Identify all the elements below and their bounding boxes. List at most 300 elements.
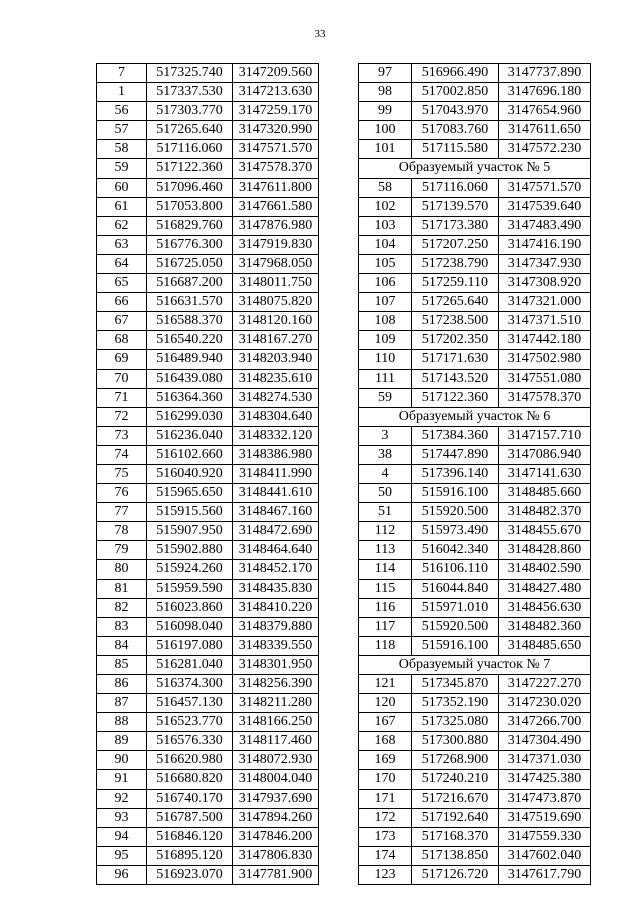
table-row <box>359 197 591 216</box>
table-row <box>359 254 591 273</box>
y-coordinate-cell: 3148167.270 <box>233 331 319 350</box>
table-row <box>359 388 591 407</box>
table-row <box>359 178 591 197</box>
y-coordinate-cell: 3147919.830 <box>233 235 319 254</box>
point-number-cell: 167 <box>359 713 412 732</box>
table-row <box>359 350 591 369</box>
table-row <box>97 64 319 83</box>
y-coordinate-cell: 3148441.610 <box>233 484 319 503</box>
x-coordinate-cell: 517122.360 <box>147 159 233 178</box>
table-row <box>97 426 319 445</box>
point-number-cell: 108 <box>359 312 412 331</box>
table-row <box>359 312 591 331</box>
point-number-cell: 72 <box>97 407 147 426</box>
table-row <box>97 350 319 369</box>
y-coordinate-cell: 3147442.180 <box>499 331 591 350</box>
point-number-cell: 172 <box>359 808 412 827</box>
x-coordinate-cell: 517139.570 <box>412 197 499 216</box>
table-row <box>97 598 319 617</box>
point-number-cell: 102 <box>359 197 412 216</box>
table-row <box>97 617 319 636</box>
table-row <box>97 331 319 350</box>
table-row <box>97 369 319 388</box>
y-coordinate-cell: 3147308.920 <box>499 274 591 293</box>
point-number-cell: 63 <box>97 235 147 254</box>
x-coordinate-cell: 517268.900 <box>412 751 499 770</box>
table-row <box>97 789 319 808</box>
point-number-cell: 112 <box>359 522 412 541</box>
section-header-row <box>359 407 591 426</box>
y-coordinate-cell: 3147661.580 <box>233 197 319 216</box>
table-row <box>97 445 319 464</box>
point-number-cell: 73 <box>97 426 147 445</box>
table-row <box>97 675 319 694</box>
y-coordinate-cell: 3147086.940 <box>499 445 591 464</box>
y-coordinate-cell: 3147347.930 <box>499 254 591 273</box>
y-coordinate-cell: 3148482.370 <box>499 503 591 522</box>
point-number-cell: 80 <box>97 560 147 579</box>
table-row <box>359 426 591 445</box>
point-number-cell: 170 <box>359 770 412 789</box>
x-coordinate-cell: 517173.380 <box>412 216 499 235</box>
y-coordinate-cell: 3147371.030 <box>499 751 591 770</box>
table-row <box>97 293 319 312</box>
point-number-cell: 70 <box>97 369 147 388</box>
table-row <box>97 178 319 197</box>
point-number-cell: 98 <box>359 83 412 102</box>
point-number-cell: 57 <box>97 121 147 140</box>
y-coordinate-cell: 3147230.020 <box>499 694 591 713</box>
point-number-cell: 58 <box>359 178 412 197</box>
table-row <box>97 541 319 560</box>
x-coordinate-cell: 515971.010 <box>412 598 499 617</box>
point-number-cell: 85 <box>97 655 147 674</box>
y-coordinate-cell: 3148472.690 <box>233 522 319 541</box>
table-row <box>359 598 591 617</box>
table-row <box>359 560 591 579</box>
point-number-cell: 107 <box>359 293 412 312</box>
x-coordinate-cell: 517115.580 <box>412 140 499 159</box>
point-number-cell: 67 <box>97 312 147 331</box>
table-row <box>359 121 591 140</box>
table-row <box>97 522 319 541</box>
x-coordinate-cell: 517300.880 <box>412 732 499 751</box>
y-coordinate-cell: 3148379.880 <box>233 617 319 636</box>
x-coordinate-cell: 517043.970 <box>412 102 499 121</box>
table-row <box>359 102 591 121</box>
x-coordinate-cell: 516923.070 <box>147 865 233 884</box>
point-number-cell: 78 <box>97 522 147 541</box>
y-coordinate-cell: 3148464.640 <box>233 541 319 560</box>
x-coordinate-cell: 517238.790 <box>412 254 499 273</box>
x-coordinate-cell: 517325.740 <box>147 64 233 83</box>
y-coordinate-cell: 3147259.170 <box>233 102 319 121</box>
x-coordinate-cell: 517083.760 <box>412 121 499 140</box>
x-coordinate-cell: 517122.360 <box>412 388 499 407</box>
y-coordinate-cell: 3148304.640 <box>233 407 319 426</box>
x-coordinate-cell: 517171.630 <box>412 350 499 369</box>
point-number-cell: 173 <box>359 827 412 846</box>
table-row <box>359 579 591 598</box>
table-row <box>97 216 319 235</box>
x-coordinate-cell: 516846.120 <box>147 827 233 846</box>
x-coordinate-cell: 516966.490 <box>412 64 499 83</box>
x-coordinate-cell: 515916.100 <box>412 484 499 503</box>
table-row <box>359 369 591 388</box>
point-number-cell: 104 <box>359 235 412 254</box>
table-row <box>97 751 319 770</box>
table-row <box>359 484 591 503</box>
point-number-cell: 81 <box>97 579 147 598</box>
y-coordinate-cell: 3148427.480 <box>499 579 591 598</box>
x-coordinate-cell: 516364.360 <box>147 388 233 407</box>
y-coordinate-cell: 3147571.570 <box>499 178 591 197</box>
point-number-cell: 61 <box>97 197 147 216</box>
y-coordinate-cell: 3147617.790 <box>499 865 591 884</box>
point-number-cell: 74 <box>97 445 147 464</box>
y-coordinate-cell: 3148482.360 <box>499 617 591 636</box>
y-coordinate-cell: 3147571.570 <box>233 140 319 159</box>
point-number-cell: 116 <box>359 598 412 617</box>
table-row <box>97 732 319 751</box>
x-coordinate-cell: 516023.860 <box>147 598 233 617</box>
y-coordinate-cell: 3147551.080 <box>499 369 591 388</box>
x-coordinate-cell: 516576.330 <box>147 732 233 751</box>
table-row <box>97 83 319 102</box>
point-number-cell: 77 <box>97 503 147 522</box>
table-row <box>359 331 591 350</box>
point-number-cell: 94 <box>97 827 147 846</box>
y-coordinate-cell: 3148117.460 <box>233 732 319 751</box>
point-number-cell: 71 <box>97 388 147 407</box>
x-coordinate-cell: 517207.250 <box>412 235 499 254</box>
x-coordinate-cell: 515920.500 <box>412 617 499 636</box>
y-coordinate-cell: 3148301.950 <box>233 655 319 674</box>
table-row <box>97 827 319 846</box>
table-row <box>97 579 319 598</box>
point-number-cell: 168 <box>359 732 412 751</box>
x-coordinate-cell: 517303.770 <box>147 102 233 121</box>
section-header: Образуемый участок № 6 <box>359 407 591 426</box>
table-row <box>359 274 591 293</box>
table-row <box>97 388 319 407</box>
y-coordinate-cell: 3147937.690 <box>233 789 319 808</box>
table-row <box>97 235 319 254</box>
y-coordinate-cell: 3148075.820 <box>233 293 319 312</box>
point-number-cell: 96 <box>97 865 147 884</box>
x-coordinate-cell: 515902.880 <box>147 541 233 560</box>
table-row <box>359 713 591 732</box>
x-coordinate-cell: 517116.060 <box>412 178 499 197</box>
table-row <box>97 503 319 522</box>
x-coordinate-cell: 517192.640 <box>412 808 499 827</box>
table-row <box>359 541 591 560</box>
x-coordinate-cell: 516439.080 <box>147 369 233 388</box>
y-coordinate-cell: 3148435.830 <box>233 579 319 598</box>
x-coordinate-cell: 515916.100 <box>412 636 499 655</box>
y-coordinate-cell: 3147894.260 <box>233 808 319 827</box>
point-number-cell: 7 <box>97 64 147 83</box>
point-number-cell: 121 <box>359 675 412 694</box>
y-coordinate-cell: 3147806.830 <box>233 846 319 865</box>
x-coordinate-cell: 516787.500 <box>147 808 233 827</box>
table-row <box>97 846 319 865</box>
table-row <box>359 522 591 541</box>
y-coordinate-cell: 3148211.280 <box>233 694 319 713</box>
y-coordinate-cell: 3147473.870 <box>499 789 591 808</box>
table-row <box>359 64 591 83</box>
table-row <box>359 751 591 770</box>
table-row <box>359 827 591 846</box>
point-number-cell: 169 <box>359 751 412 770</box>
table-row <box>359 464 591 483</box>
x-coordinate-cell: 517002.850 <box>412 83 499 102</box>
point-number-cell: 50 <box>359 484 412 503</box>
x-coordinate-cell: 515920.500 <box>412 503 499 522</box>
table-row <box>97 407 319 426</box>
table-row <box>97 713 319 732</box>
y-coordinate-cell: 3147416.190 <box>499 235 591 254</box>
point-number-cell: 75 <box>97 464 147 483</box>
table-row <box>97 865 319 884</box>
table-row <box>359 789 591 808</box>
point-number-cell: 101 <box>359 140 412 159</box>
x-coordinate-cell: 516042.340 <box>412 541 499 560</box>
x-coordinate-cell: 516631.570 <box>147 293 233 312</box>
x-coordinate-cell: 517143.520 <box>412 369 499 388</box>
table-row <box>97 102 319 121</box>
point-number-cell: 115 <box>359 579 412 598</box>
point-number-cell: 65 <box>97 274 147 293</box>
table-row <box>97 312 319 331</box>
table-row <box>97 274 319 293</box>
x-coordinate-cell: 516374.300 <box>147 675 233 694</box>
x-coordinate-cell: 517238.500 <box>412 312 499 331</box>
table-row <box>97 254 319 273</box>
point-number-cell: 97 <box>359 64 412 83</box>
x-coordinate-cell: 516687.200 <box>147 274 233 293</box>
y-coordinate-cell: 3148456.630 <box>499 598 591 617</box>
table-row <box>359 846 591 865</box>
page-number: 33 <box>314 28 326 40</box>
point-number-cell: 59 <box>359 388 412 407</box>
point-number-cell: 92 <box>97 789 147 808</box>
table-row <box>97 159 319 178</box>
y-coordinate-cell: 3148339.550 <box>233 636 319 655</box>
y-coordinate-cell: 3147502.980 <box>499 350 591 369</box>
point-number-cell: 174 <box>359 846 412 865</box>
x-coordinate-cell: 517396.140 <box>412 464 499 483</box>
table-row <box>97 655 319 674</box>
x-coordinate-cell: 517265.640 <box>147 121 233 140</box>
y-coordinate-cell: 3148467.160 <box>233 503 319 522</box>
x-coordinate-cell: 516740.170 <box>147 789 233 808</box>
x-coordinate-cell: 517259.110 <box>412 274 499 293</box>
point-number-cell: 88 <box>97 713 147 732</box>
point-number-cell: 38 <box>359 445 412 464</box>
x-coordinate-cell: 516281.040 <box>147 655 233 674</box>
y-coordinate-cell: 3147578.370 <box>233 159 319 178</box>
y-coordinate-cell: 3148452.170 <box>233 560 319 579</box>
y-coordinate-cell: 3147519.690 <box>499 808 591 827</box>
x-coordinate-cell: 517447.890 <box>412 445 499 464</box>
x-coordinate-cell: 516489.940 <box>147 350 233 369</box>
point-number-cell: 93 <box>97 808 147 827</box>
x-coordinate-cell: 515924.260 <box>147 560 233 579</box>
x-coordinate-cell: 517325.080 <box>412 713 499 732</box>
y-coordinate-cell: 3147483.490 <box>499 216 591 235</box>
y-coordinate-cell: 3147209.560 <box>233 64 319 83</box>
x-coordinate-cell: 517352.190 <box>412 694 499 713</box>
point-number-cell: 114 <box>359 560 412 579</box>
y-coordinate-cell: 3147371.510 <box>499 312 591 331</box>
point-number-cell: 87 <box>97 694 147 713</box>
table-row <box>359 636 591 655</box>
y-coordinate-cell: 3147611.650 <box>499 121 591 140</box>
x-coordinate-cell: 516102.660 <box>147 445 233 464</box>
x-coordinate-cell: 515907.950 <box>147 522 233 541</box>
x-coordinate-cell: 516523.770 <box>147 713 233 732</box>
section-header: Образуемый участок № 7 <box>359 655 591 674</box>
x-coordinate-cell: 517168.370 <box>412 827 499 846</box>
point-number-cell: 118 <box>359 636 412 655</box>
y-coordinate-cell: 3148455.670 <box>499 522 591 541</box>
x-coordinate-cell: 517240.210 <box>412 770 499 789</box>
y-coordinate-cell: 3148235.610 <box>233 369 319 388</box>
point-number-cell: 86 <box>97 675 147 694</box>
y-coordinate-cell: 3148402.590 <box>499 560 591 579</box>
y-coordinate-cell: 3147559.330 <box>499 827 591 846</box>
y-coordinate-cell: 3147320.990 <box>233 121 319 140</box>
y-coordinate-cell: 3148256.390 <box>233 675 319 694</box>
x-coordinate-cell: 515965.650 <box>147 484 233 503</box>
point-number-cell: 66 <box>97 293 147 312</box>
x-coordinate-cell: 515973.490 <box>412 522 499 541</box>
table-row <box>97 808 319 827</box>
table-row <box>359 770 591 789</box>
table-row <box>359 140 591 159</box>
table-row <box>359 865 591 884</box>
x-coordinate-cell: 516236.040 <box>147 426 233 445</box>
table-row <box>97 140 319 159</box>
y-coordinate-cell: 3147213.630 <box>233 83 319 102</box>
x-coordinate-cell: 516040.920 <box>147 464 233 483</box>
point-number-cell: 117 <box>359 617 412 636</box>
y-coordinate-cell: 3148332.120 <box>233 426 319 445</box>
x-coordinate-cell: 517384.360 <box>412 426 499 445</box>
x-coordinate-cell: 516044.840 <box>412 579 499 598</box>
point-number-cell: 76 <box>97 484 147 503</box>
y-coordinate-cell: 3147321.000 <box>499 293 591 312</box>
table-row <box>359 216 591 235</box>
point-number-cell: 62 <box>97 216 147 235</box>
table-row <box>359 694 591 713</box>
y-coordinate-cell: 3148411.990 <box>233 464 319 483</box>
table-row <box>359 617 591 636</box>
table-row <box>97 464 319 483</box>
point-number-cell: 4 <box>359 464 412 483</box>
table-row <box>359 235 591 254</box>
y-coordinate-cell: 3147737.890 <box>499 64 591 83</box>
point-number-cell: 103 <box>359 216 412 235</box>
y-coordinate-cell: 3148203.940 <box>233 350 319 369</box>
section-header-row <box>359 655 591 674</box>
y-coordinate-cell: 3147781.900 <box>233 865 319 884</box>
y-coordinate-cell: 3148428.860 <box>499 541 591 560</box>
point-number-cell: 3 <box>359 426 412 445</box>
point-number-cell: 1 <box>97 83 147 102</box>
y-coordinate-cell: 3147654.960 <box>499 102 591 121</box>
point-number-cell: 113 <box>359 541 412 560</box>
x-coordinate-cell: 516457.130 <box>147 694 233 713</box>
x-coordinate-cell: 516829.760 <box>147 216 233 235</box>
x-coordinate-cell: 516540.220 <box>147 331 233 350</box>
x-coordinate-cell: 517345.870 <box>412 675 499 694</box>
point-number-cell: 91 <box>97 770 147 789</box>
point-number-cell: 90 <box>97 751 147 770</box>
table-row <box>359 293 591 312</box>
point-number-cell: 123 <box>359 865 412 884</box>
coordinates-table-left <box>96 63 319 885</box>
y-coordinate-cell: 3147611.800 <box>233 178 319 197</box>
table-row <box>97 121 319 140</box>
point-number-cell: 79 <box>97 541 147 560</box>
point-number-cell: 82 <box>97 598 147 617</box>
x-coordinate-cell: 516588.370 <box>147 312 233 331</box>
y-coordinate-cell: 3147578.370 <box>499 388 591 407</box>
table-row <box>97 770 319 789</box>
table-row <box>97 484 319 503</box>
y-coordinate-cell: 3147846.200 <box>233 827 319 846</box>
y-coordinate-cell: 3147157.710 <box>499 426 591 445</box>
x-coordinate-cell: 516725.050 <box>147 254 233 273</box>
point-number-cell: 59 <box>97 159 147 178</box>
section-header: Образуемый участок № 5 <box>359 159 591 178</box>
x-coordinate-cell: 517216.670 <box>412 789 499 808</box>
y-coordinate-cell: 3147602.040 <box>499 846 591 865</box>
x-coordinate-cell: 516680.820 <box>147 770 233 789</box>
x-coordinate-cell: 516197.080 <box>147 636 233 655</box>
point-number-cell: 171 <box>359 789 412 808</box>
y-coordinate-cell: 3147304.490 <box>499 732 591 751</box>
table-row <box>359 503 591 522</box>
point-number-cell: 60 <box>97 178 147 197</box>
x-coordinate-cell: 515959.590 <box>147 579 233 598</box>
x-coordinate-cell: 516106.110 <box>412 560 499 579</box>
point-number-cell: 68 <box>97 331 147 350</box>
point-number-cell: 51 <box>359 503 412 522</box>
x-coordinate-cell: 516098.040 <box>147 617 233 636</box>
y-coordinate-cell: 3148166.250 <box>233 713 319 732</box>
x-coordinate-cell: 517265.640 <box>412 293 499 312</box>
point-number-cell: 83 <box>97 617 147 636</box>
y-coordinate-cell: 3148011.750 <box>233 274 319 293</box>
table-row <box>359 445 591 464</box>
y-coordinate-cell: 3147968.050 <box>233 254 319 273</box>
x-coordinate-cell: 517126.720 <box>412 865 499 884</box>
y-coordinate-cell: 3148274.530 <box>233 388 319 407</box>
y-coordinate-cell: 3148072.930 <box>233 751 319 770</box>
y-coordinate-cell: 3148004.040 <box>233 770 319 789</box>
x-coordinate-cell: 516895.120 <box>147 846 233 865</box>
y-coordinate-cell: 3147141.630 <box>499 464 591 483</box>
y-coordinate-cell: 3147227.270 <box>499 675 591 694</box>
point-number-cell: 109 <box>359 331 412 350</box>
x-coordinate-cell: 516776.300 <box>147 235 233 254</box>
point-number-cell: 56 <box>97 102 147 121</box>
point-number-cell: 58 <box>97 140 147 159</box>
table-row <box>97 197 319 216</box>
